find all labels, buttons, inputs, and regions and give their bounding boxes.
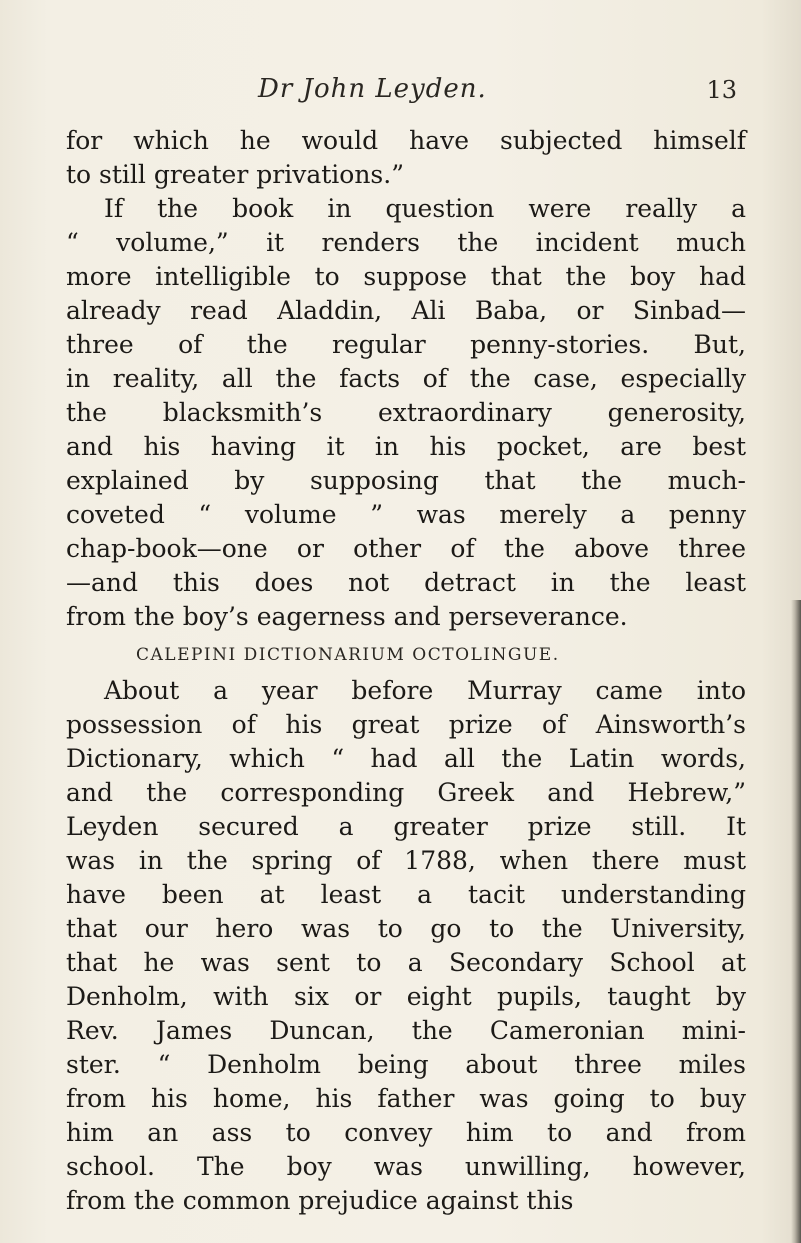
- text-line: from the boy’s eagerness and perseverance.: [66, 602, 628, 631]
- text-line: from the common prejudice against this: [66, 1186, 574, 1215]
- page-edge-shadow: [791, 600, 801, 1243]
- text-line: school. The boy was unwilling, however,: [66, 1152, 746, 1181]
- text-line: ster. “ Denholm being about three miles: [66, 1050, 746, 1079]
- running-head: [0, 74, 801, 114]
- text-line: Denholm, with six or eight pupils, taught by: [66, 982, 746, 1011]
- text-line: that he was sent to a Secondary School at: [66, 948, 746, 977]
- text-line: him an ass to convey him to and from: [66, 1118, 746, 1147]
- text-line: three of the regular penny-stories. But,: [66, 330, 746, 359]
- text-line: that our hero was to go to the University,: [66, 914, 746, 943]
- text-line: more intelligible to suppose that the boy had: [66, 262, 746, 291]
- text-line: If the book in question were really a: [104, 194, 746, 223]
- text-line: in reality, all the facts of the case, especially: [66, 364, 746, 393]
- text-line: to still greater privations.”: [66, 160, 404, 189]
- page-number: 13: [706, 76, 737, 104]
- text-line: have been at least a tacit understanding: [66, 880, 746, 909]
- text-line: was in the spring of 1788, when there must: [66, 846, 746, 875]
- text-line: Dictionary, which “ had all the Latin words,: [66, 744, 746, 773]
- text-line: coveted “ volume ” was merely a penny: [66, 500, 746, 529]
- text-line: chap-book—one or other of the above three: [66, 534, 746, 563]
- text-line: for which he would have subjected himself: [66, 126, 746, 155]
- text-line: “ volume,” it renders the incident much: [66, 228, 746, 257]
- text-line: explained by supposing that the much-: [66, 466, 746, 495]
- text-line: possession of his great prize of Ainsworth’s: [66, 710, 746, 739]
- text-line: —and this does not detract in the least: [66, 568, 746, 597]
- text-line: Rev. James Duncan, the Cameronian mini-: [66, 1016, 746, 1045]
- section-heading: CALEPINI DICTIONARIUM OCTOLINGUE.: [136, 645, 560, 665]
- text-line: already read Aladdin, Ali Baba, or Sinbad—: [66, 296, 746, 325]
- body-text: [66, 124, 746, 1218]
- text-line: About a year before Murray came into: [104, 676, 746, 705]
- text-line: the blacksmith’s extraordinary generosity,: [66, 398, 746, 427]
- text-line: Leyden secured a greater prize still. It: [66, 812, 746, 841]
- text-line: from his home, his father was going to buy: [66, 1084, 746, 1113]
- running-title: Dr John Leyden.: [258, 74, 487, 104]
- text-line: and his having it in his pocket, are best: [66, 432, 746, 461]
- text-line: and the corresponding Greek and Hebrew,”: [66, 778, 746, 807]
